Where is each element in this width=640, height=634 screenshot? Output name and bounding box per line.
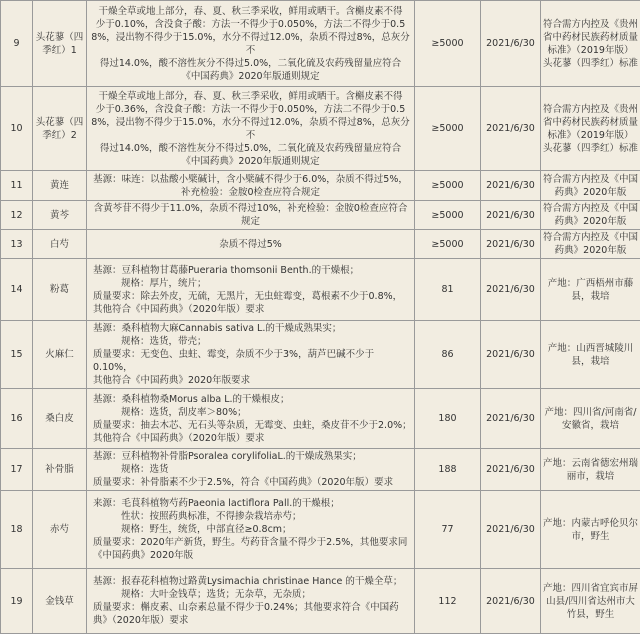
table-row [1,321,640,389]
spec-line: 少于0.36%，含没食子酸：方法一不得少于0.050%，方法二不得少于0.5 [89,103,412,116]
remark: 产地：云南省德宏州瑞丽市，栽培 [541,449,640,491]
table-body [1,1,640,634]
spec-line: 规格：厚片，统片； [93,277,412,290]
row-number: 11 [1,171,33,201]
quality-spec [87,569,415,634]
spec-line: 质量要求：槲皮素、山奈素总量不得少于0.24%；其他要求符合《中国药 [93,601,412,614]
spec-line: 基源：桑科植物大麻Cannabis sativa L.的干燥成熟果实； [93,322,412,335]
remark: 符合需方内控及《贵州省中药材民族药材质量标准》（2019年版）头花蓼（四季红）标准 [541,1,640,87]
material-name: 白芍 [33,230,87,259]
quantity: 77 [415,491,481,569]
quality-spec [87,389,415,449]
row-number: 13 [1,230,33,259]
quantity: ≥5000 [415,230,481,259]
spec-line: 质量要求：无变色、虫蛀、霉变，杂质不少于3%，葫芦巴碱不少于0.10%， [93,348,412,374]
row-number: 15 [1,321,33,389]
quantity: ≥5000 [415,87,481,171]
spec-line: 规格：选货，带壳； [93,335,412,348]
table-row [1,201,640,230]
quantity: ≥5000 [415,171,481,201]
row-number: 12 [1,201,33,230]
quantity: 81 [415,259,481,321]
spec-line: 《中国药典》2020年版通则规定 [89,70,412,83]
remark: 产地：四川省宜宾市屏山县/四川省达州市大竹县，野生 [541,569,640,634]
delivery-date: 2021/6/30 [481,1,541,87]
material-name: 火麻仁 [33,321,87,389]
material-name: 头花蓼（四季红）1 [33,1,87,87]
spec-line: 《中国药典》2020年版 [93,549,412,562]
row-number: 16 [1,389,33,449]
delivery-date: 2021/6/30 [481,491,541,569]
spec-line: 《中国药典》2020年版通则规定 [89,155,412,168]
spec-line: 基源：豆科植物补骨脂Psoralea corylifoliaL.的干燥成熟果实； [93,450,412,463]
quality-spec [87,87,415,171]
remark: 产地：山西晋城陵川县，栽培 [541,321,640,389]
delivery-date: 2021/6/30 [481,569,541,634]
spec-line: 得过14.0%，酸不溶性灰分不得过5.0%，二氧化硫及农药残留量应符合 [89,142,412,155]
quantity: 188 [415,449,481,491]
quality-spec [87,201,415,230]
spec-line: 其他符合《中国药典》（2020年版）要求 [93,303,412,316]
quality-spec [87,259,415,321]
spec-line: 性状：按照药典标准，不得掺杂栽培赤芍； [93,510,412,523]
spec-line: 质量要求：抽去木芯、无石头等杂质，无霉变、虫蛀，桑皮苷不少于2.0%； [93,419,412,432]
quantity: 86 [415,321,481,389]
material-name: 赤芍 [33,491,87,569]
remark: 符合需方内控及《中国药典》2020年版 [541,230,640,259]
quality-spec [87,321,415,389]
table-row [1,1,640,87]
delivery-date: 2021/6/30 [481,449,541,491]
spec-line: 基源：桑科植物桑Morus alba L.的干燥根皮； [93,393,412,406]
row-number: 10 [1,87,33,171]
row-number: 14 [1,259,33,321]
spec-line: 其他符合《中国药典》（2020年版）要求 [93,432,412,445]
spec-line: 典》（2020年版）要求 [93,614,412,627]
spec-line: 含黄芩苷不得少于11.0%，杂质不得过10%，补充检验：金胺0检查应符合 [89,202,412,215]
delivery-date: 2021/6/30 [481,259,541,321]
quantity: ≥5000 [415,201,481,230]
table-row [1,569,640,634]
table-row [1,230,640,259]
quality-spec [87,1,415,87]
material-name: 金钱草 [33,569,87,634]
delivery-date: 2021/6/30 [481,389,541,449]
spec-line: 来源：毛茛科植物芍药Paeonia lactiflora Pall.的干燥根； [93,497,412,510]
spec-line: 规格：大叶金钱草；选货；无杂草，无杂质； [93,588,412,601]
quantity: 180 [415,389,481,449]
row-number: 19 [1,569,33,634]
spec-line: 少于0.10%，含没食子酸：方法一不得少于0.050%，方法二不得少于0.5 [89,18,412,31]
row-number: 18 [1,491,33,569]
spec-line: 规定 [89,215,412,228]
quality-spec [87,449,415,491]
spec-line: 干燥全草或地上部分，春、夏、秋三季采收，鲜用或晒干。含槲皮素不得 [89,5,412,18]
remark: 符合需方内控及《中国药典》2020年版 [541,171,640,201]
material-name: 补骨脂 [33,449,87,491]
material-name: 黄芩 [33,201,87,230]
delivery-date: 2021/6/30 [481,321,541,389]
spec-line: 基源：味连：以盐酸小檗碱计，含小檗碱不得少于6.0%，杂质不得过5%， [89,173,412,186]
material-name: 粉葛 [33,259,87,321]
spec-line: 其他符合《中国药典》2020年版要求 [93,374,412,387]
spec-line: 8%，浸出物不得少于15.0%，水分不得过12.0%，杂质不得过8%，总灰分不 [89,31,412,57]
remark: 符合需方内控及《贵州省中药材民族药材质量标准》（2019年版）头花蓼（四季红）标准 [541,87,640,171]
quantity: 112 [415,569,481,634]
spec-line: 质量要求：除去外皮，无硫，无黑片，无虫蛀霉变，葛根素不少于0.8%， [93,290,412,303]
quality-spec [87,230,415,259]
table-row [1,491,640,569]
material-name: 头花蓼（四季红）2 [33,87,87,171]
delivery-date: 2021/6/30 [481,171,541,201]
spec-line: 质量要求：2020年产新货，野生。芍药苷含量不得少于2.5%，其他要求同 [93,536,412,549]
remark: 符合需方内控及《中国药典》2020年版 [541,201,640,230]
spec-line: 8%，浸出物不得少于15.0%，水分不得过12.0%，杂质不得过8%，总灰分不 [89,116,412,142]
table-row [1,389,640,449]
row-number: 9 [1,1,33,87]
spec-line: 干燥全草或地上部分，春、夏、秋三季采收，鲜用或晒干。含槲皮素不得 [89,90,412,103]
spec-line: 补充检验：金胺0检查应符合规定 [89,186,412,199]
table-row [1,171,640,201]
table-row [1,449,640,491]
spec-line: 基源：报春花科植物过路黄Lysimachia christinae Hance 的干燥全草； [93,575,412,588]
delivery-date: 2021/6/30 [481,87,541,171]
remark: 产地：内蒙古呼伦贝尔市，野生 [541,491,640,569]
spec-line: 规格：选货 [93,463,412,476]
material-name: 黄连 [33,171,87,201]
delivery-date: 2021/6/30 [481,230,541,259]
spec-line: 规格：选货，刮皮率＞80%； [93,406,412,419]
table-row [1,259,640,321]
spec-line: 基源：豆科植物甘葛藤Pueraria thomsonii Benth.的干燥根； [93,264,412,277]
spec-line: 质量要求：补骨脂素不少于2.5%，符合《中国药典》（2020年版）要求 [93,476,412,489]
quantity: ≥5000 [415,1,481,87]
table-row [1,87,640,171]
remark: 产地：四川省/河南省/安徽省，栽培 [541,389,640,449]
spec-line: 规格：野生，统货，中部直径≥0.8cm； [93,523,412,536]
remark: 产地：广西梧州市藤县，栽培 [541,259,640,321]
spec-line: 得过14.0%，酸不溶性灰分不得过5.0%，二氧化硫及农药残留量应符合 [89,57,412,70]
quality-spec [87,171,415,201]
material-name: 桑白皮 [33,389,87,449]
quality-spec [87,491,415,569]
spec-line: 杂质不得过5% [89,238,412,251]
row-number: 17 [1,449,33,491]
delivery-date: 2021/6/30 [481,201,541,230]
